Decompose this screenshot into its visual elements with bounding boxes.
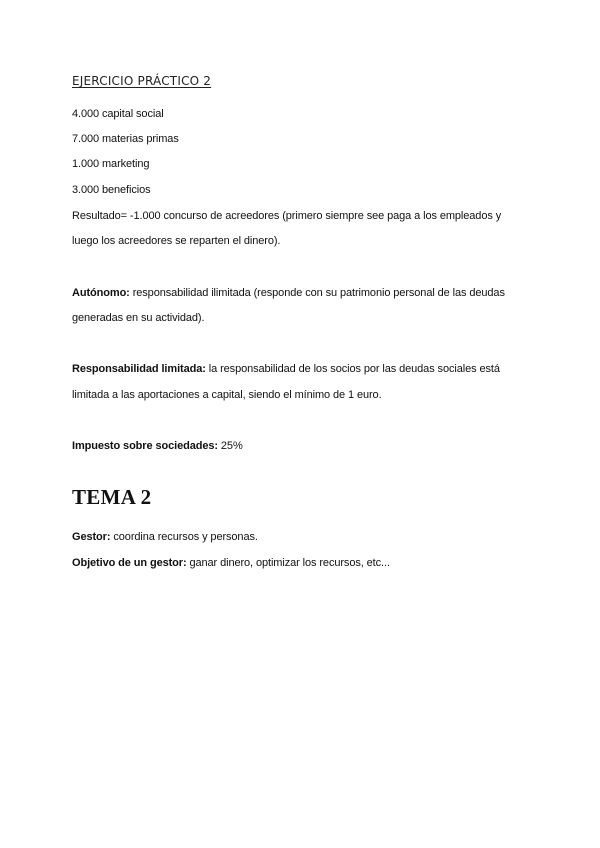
impuesto-term: Impuesto sobre sociedades: (72, 440, 218, 452)
objetivo-text: ganar dinero, optimizar los recursos, etc... (186, 557, 390, 569)
impuesto-line (72, 439, 243, 453)
responsabilidad-paragraph-line1 (72, 362, 500, 376)
autonomo-paragraph-line1 (72, 286, 505, 300)
exercise-item-marketing: 1.000 marketing (72, 158, 150, 170)
exercise-item-beneficios: 3.000 beneficios (72, 184, 151, 196)
responsabilidad-text-1: la responsabilidad de los socios por las deudas sociales está (205, 363, 500, 375)
autonomo-text-2: generadas en su actividad). (72, 312, 205, 324)
objetivo-term: Objetivo de un gestor: (72, 557, 187, 569)
exercise-result-line2: luego los acreedores se reparten el dinero). (72, 235, 281, 247)
gestor-text: coordina recursos y personas. (110, 531, 258, 543)
responsabilidad-term: Responsabilidad limitada: (72, 363, 206, 375)
exercise-item-capital: 4.000 capital social (72, 108, 164, 120)
gestor-line (72, 530, 258, 544)
exercise-item-materias: 7.000 materias primas (72, 133, 179, 145)
autonomo-term: Autónomo: (72, 287, 130, 299)
objetivo-line (72, 556, 390, 570)
exercise-result-line1: Resultado= -1.000 concurso de acreedores (primero siempre see paga a los empleados y (72, 210, 502, 222)
impuesto-value: 25% (217, 440, 243, 452)
gestor-term: Gestor: (72, 531, 111, 543)
autonomo-text-1: responsabilidad ilimitada (responde con su patrimonio personal de las deudas (129, 287, 505, 299)
tema-heading: TEMA 2 (72, 485, 152, 509)
exercise-title: EJERCICIO PRÁCTICO 2 (72, 74, 212, 88)
responsabilidad-text-2: limitada a las aportaciones a capital, siendo el mínimo de 1 euro. (72, 389, 382, 401)
